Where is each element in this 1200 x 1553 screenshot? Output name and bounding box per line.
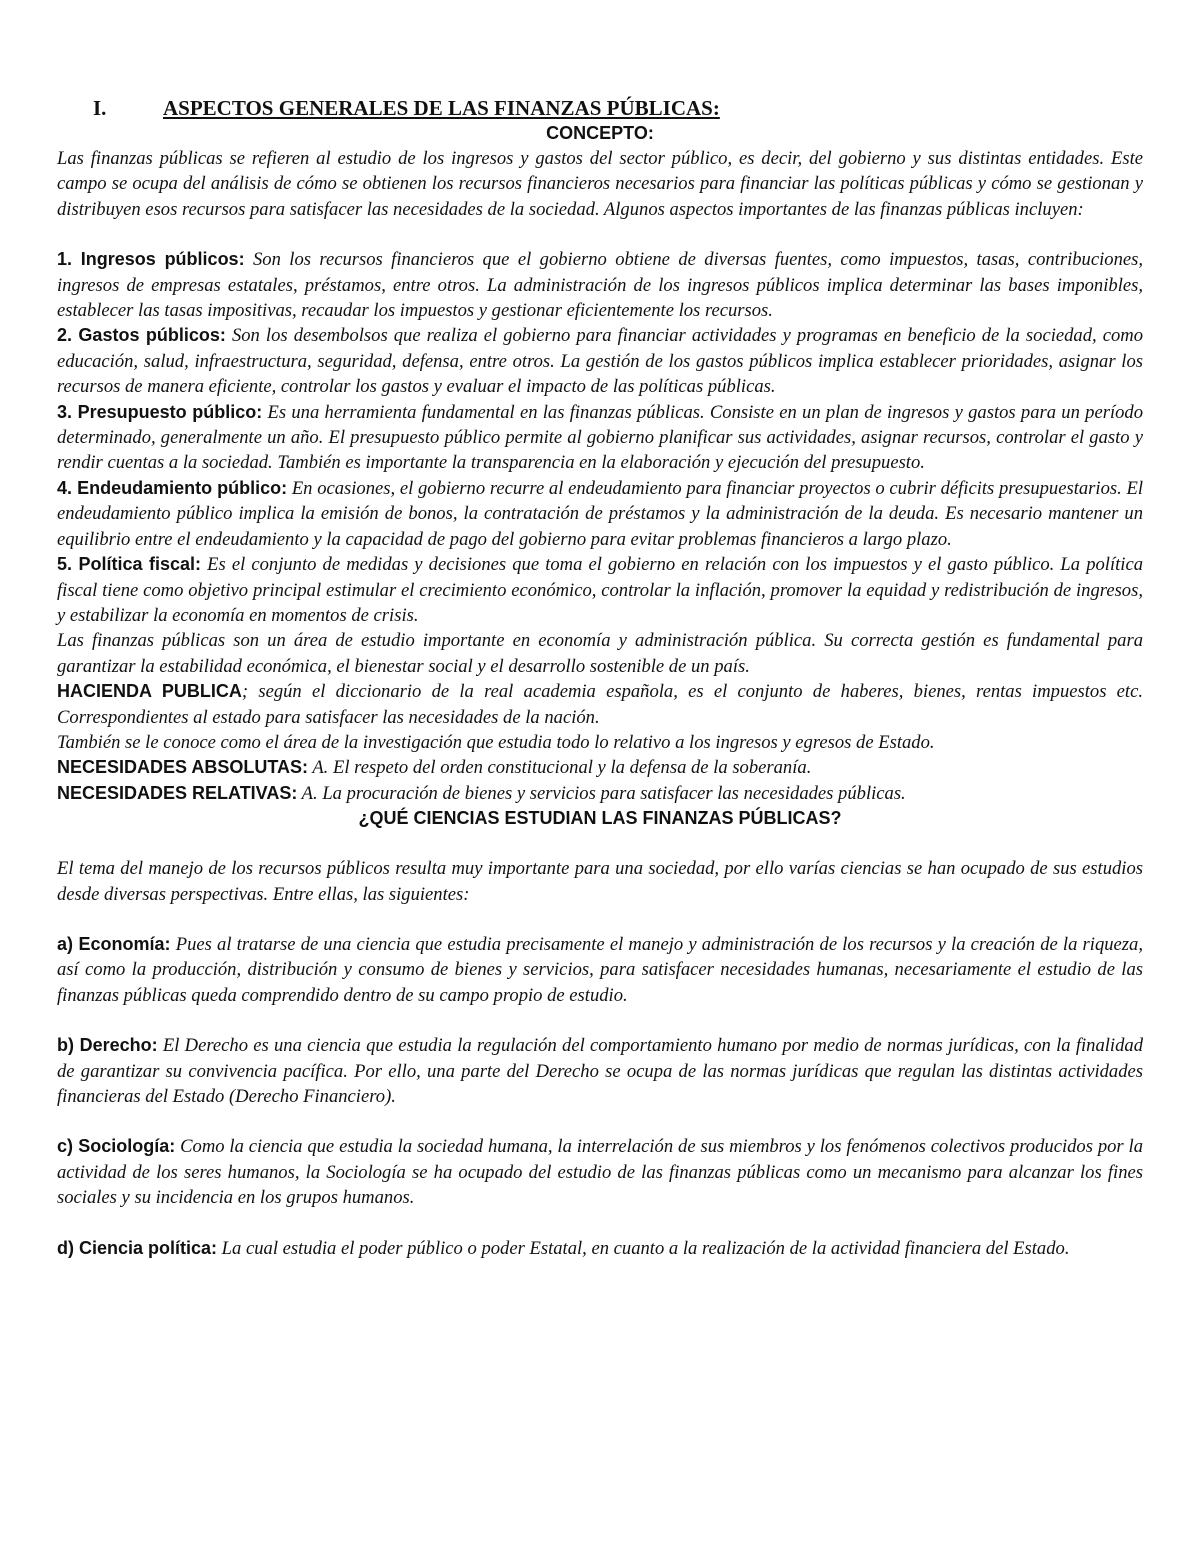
ciencias-title: ¿QUÉ CIENCIAS ESTUDIAN LAS FINANZAS PÚBLICAS? bbox=[358, 808, 842, 829]
ciencia-label: b) Derecho: bbox=[57, 1035, 158, 1056]
item-label: 4. Endeudamiento público: bbox=[57, 477, 288, 498]
item-text: Es una herramienta fundamental en las finanzas públicas. Consiste en un plan de ingresos y gastos para un período determinado, generalmente un año. El presupuesto público permite al gobierno planificar sus actividades, asignar recursos, controlar el gasto y rendir cuentas a la sociedad. También es importante la transparencia en la elaboración y ejecución del presupuesto. bbox=[57, 401, 1144, 474]
ciencia-label: d) Ciencia política: bbox=[57, 1237, 218, 1258]
intro-paragraph: Las finanzas públicas se refieren al estudio de los ingresos y gastos del sector público, es decir, del gobierno y sus distintas entidades. Este campo se ocupa del análisis de cómo se obtienen los recursos financieros necesarios para financiar las políticas públicas y cómo se gestionan y distribuyen esos recursos para satisfacer las necesidades de la sociedad. Algunos aspectos importantes de las finanzas públicas incluyen: bbox=[57, 148, 1143, 220]
tambien-paragraph: También se le conoce como el área de la investigación que estudia todo lo relativo a los ingresos y egresos de Estado. bbox=[57, 731, 935, 753]
section-heading bbox=[93, 95, 1143, 121]
section-title: ASPECTOS GENERALES DE LAS FINANZAS PÚBLICAS: bbox=[163, 96, 720, 120]
absolutas-label: NECESIDADES ABSOLUTAS: bbox=[57, 757, 309, 778]
ciencia-item bbox=[57, 1236, 1143, 1261]
ciencia-label: a) Economía: bbox=[57, 933, 171, 954]
list-item bbox=[57, 247, 1143, 323]
spacer bbox=[57, 1109, 1143, 1134]
list-item bbox=[57, 323, 1143, 399]
document-page bbox=[57, 95, 1143, 1261]
absolutas-text: A. El respeto del orden constitucional y la defensa de la soberanía. bbox=[308, 757, 812, 779]
item-label: 2. Gastos públicos: bbox=[57, 325, 226, 346]
item-label: 1. Ingresos públicos: bbox=[57, 249, 245, 270]
item-text: Son los recursos financieros que el gobierno obtiene de diversas fuentes, como impuestos, tasas, contribuciones, ingresos de empresas estatales, préstamos, entre otros. La administración de los ingresos públicos implica determinar las bases imponibles, establecer las tasas impositivas, recaudar los impuestos y gestionar eficientemente los recursos. bbox=[57, 249, 1143, 322]
list-item bbox=[57, 400, 1143, 476]
hacienda-label: HACIENDA PUBLICA bbox=[57, 681, 242, 702]
list-item bbox=[57, 476, 1143, 552]
spacer bbox=[57, 1008, 1143, 1033]
ciencia-item bbox=[57, 932, 1143, 1008]
ciencias-intro: El tema del manejo de los recursos públicos resulta muy importante para una sociedad, por ello varías ciencias se han ocupado de sus estudios desde diversas perspectivas. Entre ellas, las siguientes: bbox=[57, 858, 1143, 905]
ciencia-text: Pues al tratarse de una ciencia que estudia precisamente el manejo y administración de los recursos y la creación de la riqueza, así como la producción, distribución y consumo de bienes y servicios, para satisfacer necesidades humanas, necesariamente el estudio de las finanzas públicas queda comprendido dentro de su campo propio de estudio. bbox=[57, 933, 1143, 1006]
relativas-text: A. La procuración de bienes y servicios para satisfacer las necesidades públicas. bbox=[297, 782, 906, 804]
concepto-title: CONCEPTO: bbox=[546, 123, 654, 143]
ciencia-item bbox=[57, 1033, 1143, 1109]
section-number: I. bbox=[93, 96, 107, 120]
relativas-label: NECESIDADES RELATIVAS: bbox=[57, 782, 298, 803]
ciencia-item bbox=[57, 1134, 1143, 1210]
spacer bbox=[57, 222, 1143, 247]
ciencia-text: Como la ciencia que estudia la sociedad humana, la interrelación de sus miembros y los fenómenos colectivos producidos por la actividad de los seres humanos, la Sociología se ha ocupado del estudio de las finanzas públicas como un mecanismo para alcanzar los fines sociales y su incidencia en los grupos humanos. bbox=[57, 1136, 1144, 1209]
relativas-paragraph bbox=[57, 781, 1143, 806]
item-label: 3. Presupuesto público: bbox=[57, 401, 263, 422]
spacer bbox=[57, 831, 1143, 856]
ciencia-text: El Derecho es una ciencia que estudia la regulación del comportamiento humano por medio de normas jurídicas, con la finalidad de garantizar su convivencia pacífica. Por ello, una parte del Derecho se ocupa de las normas jurídicas que regulan las distintas actividades financieras del Estado (Derecho Financiero). bbox=[57, 1035, 1143, 1107]
item-text: Es el conjunto de medidas y decisiones que toma el gobierno en relación con los impuestos y el gasto público. La política fiscal tiene como objetivo principal estimular el crecimiento económico, controlar la inflación, promover la equidad y redistribución de ingresos, y estabilizar la economía en momentos de crisis. bbox=[57, 554, 1143, 626]
item-text: En ocasiones, el gobierno recurre al endeudamiento para financiar proyectos o cubrir déficits presupuestarios. El endeudamiento público implica la emisión de bonos, la contratación de préstamos y la administración de la deuda. Es necesario mantener un equilibrio entre el endeudamiento y la capacidad de pago del gobierno para evitar problemas financieros a largo plazo. bbox=[57, 477, 1143, 550]
spacer bbox=[57, 1211, 1143, 1236]
spacer bbox=[57, 907, 1143, 932]
ciencia-text: La cual estudia el poder público o poder Estatal, en cuanto a la realización de la actividad financiera del Estado. bbox=[217, 1237, 1070, 1259]
list-item bbox=[57, 552, 1143, 628]
summary-paragraph: Las finanzas públicas son un área de estudio importante en economía y administración pública. Su correcta gestión es fundamental para garantizar la estabilidad económica, el bienestar social y el desarrollo sostenible de un país. bbox=[57, 630, 1143, 677]
item-text: Son los desembolsos que realiza el gobierno para financiar actividades y programas en beneficio de la sociedad, como educación, salud, infraestructura, seguridad, defensa, entre otros. La gestión de los gastos públicos implica establecer prioridades, asignar los recursos de manera eficiente, controlar los gastos y evaluar el impacto de las políticas públicas. bbox=[57, 325, 1143, 398]
ciencia-label: c) Sociología: bbox=[57, 1136, 176, 1157]
absolutas-paragraph bbox=[57, 755, 1143, 780]
item-label: 5. Política fiscal: bbox=[57, 554, 201, 575]
hacienda-paragraph bbox=[57, 679, 1143, 730]
hacienda-text: ; según el diccionario de la real academia española, es el conjunto de haberes, bienes, rentas impuestos etc. Correspondientes al estado para satisfacer las necesidades de la nación. bbox=[57, 681, 1143, 728]
